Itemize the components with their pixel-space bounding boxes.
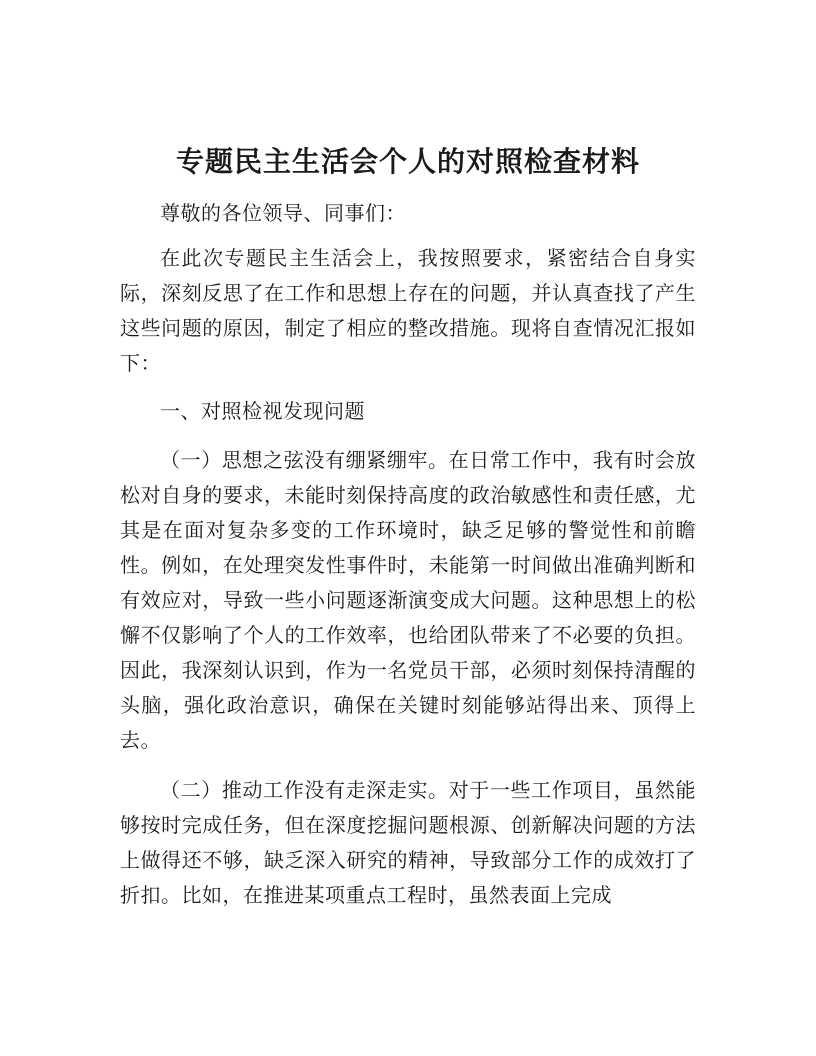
item-paragraph-1: （一）思想之弦没有绷紧绷牢。在日常工作中，我有时会放松对自身的要求，未能时刻保持高度的政治敏感性和责任感，尤其是在面对复杂多变的工作环境时，缺乏足够的警觉性和前瞻性。例如，在处理突发性事件时，未能第一时间做出准确判断和有效应对，导致一些小问题逐渐演变成大问题。这种思想上的松懈不仅影响了个人的工作效率，也给团队带来了不必要的负担。因此，我深刻认识到，作为一名党员干部，必须时刻保持清醒的头脑，强化政治意识，确保在关键时刻能够站得出来、顶得上去。 (120, 448, 696, 752)
intro-paragraph: 在此次专题民主生活会上，我按照要求，紧密结合自身实际，深刻反思了在工作和思想上存在的问题，并认真查找了产生这些问题的原因，制定了相应的整改措施。现将自查情况汇报如下： (120, 246, 696, 375)
salutation: 尊敬的各位领导、同事们： (160, 201, 406, 225)
section-heading: 一、对照检视发现问题 (160, 399, 365, 423)
item-paragraph-2: （二）推动工作没有走深走实。对于一些工作项目，虽然能够按时完成任务，但在深度挖掘问题根源、创新解决问题的方法上做得还不够，缺乏深入研究的精神，导致部分工作的成效打了折扣。比如，在推进某项重点工程时，虽然表面上完成 (120, 778, 696, 907)
document-title: 专题民主生活会个人的对照检查材料 (175, 145, 640, 178)
document-body (120, 196, 696, 928)
